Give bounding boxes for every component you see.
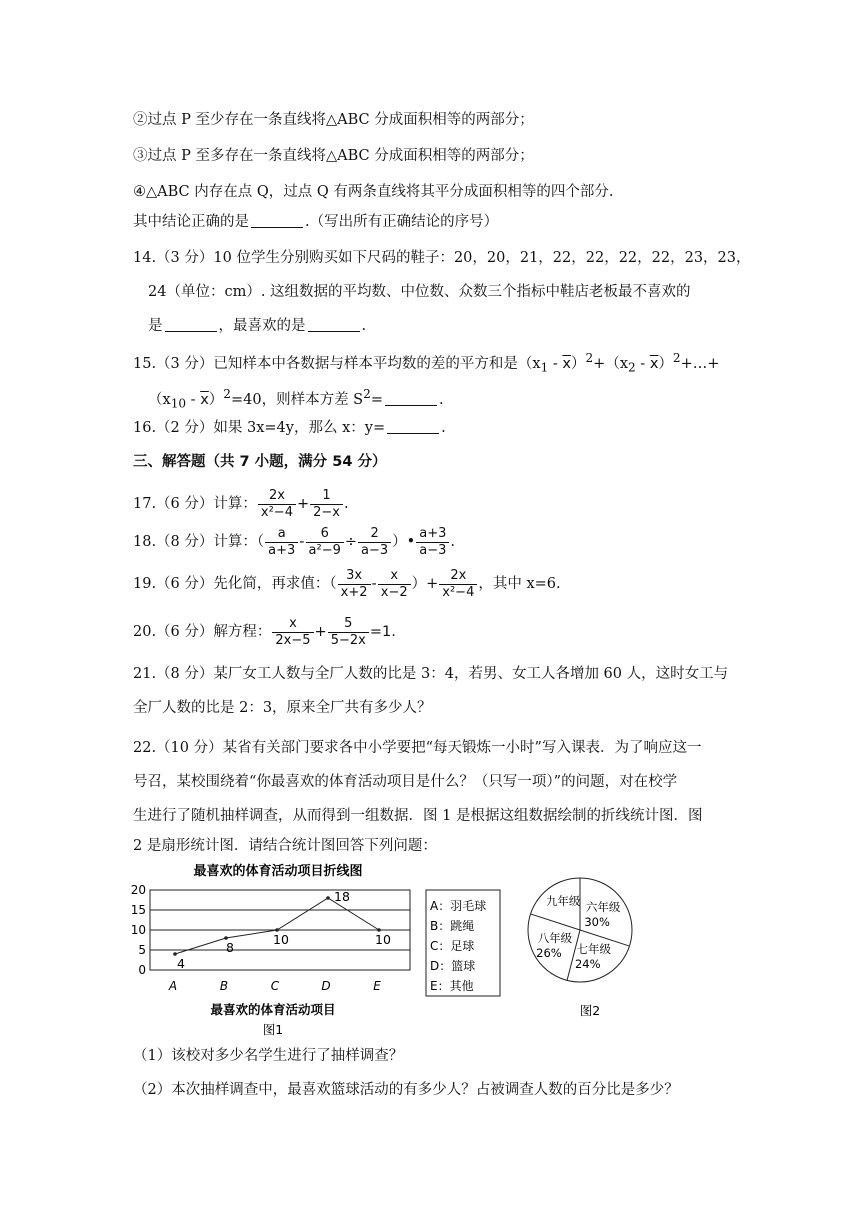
q15-text: +…+ (680, 355, 720, 372)
answer-blank (251, 213, 303, 228)
fraction: $\frac{a}{a+3}$ (265, 526, 298, 559)
pie-chart-figure (520, 872, 640, 1022)
fraction: $\frac{a+3}{a-3}$ (416, 526, 449, 559)
x-tick-label: B (219, 979, 229, 993)
q15-text: （x (148, 391, 171, 408)
q20-line (133, 612, 396, 652)
fraction: $\frac{3x}{x+2}$ (338, 568, 371, 601)
mean-symbol: $\overline{x}$ (562, 355, 571, 372)
fraction: $\frac{x}{2x-5}$ (272, 616, 313, 649)
fraction: $\frac{6}{\text{a²−9}}$ (306, 526, 344, 559)
period: . (450, 534, 455, 550)
subscript: 2 (628, 360, 636, 375)
q18-line (133, 522, 455, 562)
statement-4: ④△ABC 内存在点 Q，过点 Q 有两条直线将其平分成面积相等的四个部分. (133, 184, 614, 200)
sub-question-1: （1）该校对多少名学生进行了抽样调查？ (133, 1048, 404, 1064)
fraction: $\frac{x}{x-2}$ (378, 568, 411, 601)
slice-percent: 24% (574, 957, 601, 972)
q17-line (133, 484, 349, 524)
q19-text: 19.（6 分）先化简，再求值：（ (133, 576, 337, 592)
q16-line (133, 418, 446, 438)
x-axis-label: 最喜欢的体育活动项目 (210, 1002, 336, 1017)
q13-hint: .（写出所有正确结论的序号） (305, 214, 499, 230)
q21-line-1: 21.（8 分）某厂女工人数与全厂人数的比是 3：4，若男、女工人各增加 60 人，这时女工与 (133, 666, 729, 682)
data-label: 4 (177, 956, 185, 971)
fraction: $\frac{2x}{\text{x²−4}}$ (439, 568, 477, 601)
subscript: 10 (170, 396, 187, 411)
section-3-heading: 三、解答题（共 7 小题，满分 54 分） (133, 454, 387, 470)
q17-text: 17.（6 分）计算： (133, 496, 257, 512)
answer-blank (387, 419, 439, 434)
legend-entry: A：羽毛球 (430, 899, 487, 913)
data-label: 10 (273, 932, 289, 947)
fraction: $\frac{2}{a-3}$ (358, 526, 391, 559)
slice-label: 八年级 (537, 930, 573, 945)
y-tick-label: 15 (130, 903, 146, 917)
q15-text: - (635, 355, 650, 372)
mean-symbol: $\overline{x}$ (200, 391, 209, 408)
q15-text: - (186, 391, 201, 408)
q14-line-2: 24（单位：cm）. 这组数据的平均数、中位数、众数三个指标中鞋店老板最不喜欢的 (148, 284, 691, 300)
answer-blank (308, 317, 360, 332)
figure-caption: 图2 (579, 1003, 601, 1018)
superscript: 2 (672, 351, 681, 365)
answer-blank (385, 391, 437, 406)
equals: =1. (369, 624, 396, 640)
slice-label: 七年级 (576, 942, 612, 957)
q22-line-3: 生进行了随机抽样调查，从而得到一组数据．图 1 是根据这组数据绘制的折线统计图．图 (133, 808, 703, 824)
q15-text: 15.（3 分）已知样本中各数据与样本平均数的差的平方和是（x (133, 355, 541, 372)
q15-line-2 (148, 384, 444, 414)
q14-line-3 (148, 316, 366, 336)
operator: ）+ (411, 576, 439, 592)
q19-tail: ，其中 x=6. (478, 576, 561, 592)
data-point (326, 896, 330, 900)
y-tick-label: 10 (130, 923, 146, 937)
superscript: 2 (223, 387, 231, 401)
operator: ）• (392, 534, 416, 550)
operator: + (296, 496, 310, 512)
q15-text: - (548, 355, 563, 372)
data-label: 10 (375, 932, 391, 947)
period: . (344, 496, 349, 512)
operator: - (371, 576, 377, 592)
y-tick-label: 0 (138, 963, 146, 977)
line-chart-figure (128, 858, 518, 1038)
q16-text: . (441, 420, 446, 436)
fraction: $\frac{5}{5-2x}$ (328, 616, 369, 649)
q15-text: . (438, 391, 444, 408)
operator: - (299, 534, 305, 550)
data-label: 8 (226, 940, 234, 955)
slice-label: 六年级 (585, 900, 621, 915)
answer-blank (165, 317, 217, 332)
q15-text: =40，则样本方差 S (230, 391, 364, 408)
q15-text: ） (570, 355, 586, 372)
q13-answer-line (133, 212, 498, 232)
x-tick-label: E (373, 979, 381, 993)
slice-label: 九年级 (545, 893, 581, 908)
q15-text: = (370, 391, 383, 408)
superscript: 2 (363, 387, 371, 401)
data-label: 18 (334, 889, 350, 904)
legend-entry: B：跳绳 (430, 919, 475, 933)
q16-text: 16.（2 分）如果 3x=4y，那么 x：y= (133, 420, 386, 436)
q22-line-1: 22.（10 分）某省有关部门要求各中小学要把“每天锻炼一小时”写入课表．为了响应这一 (133, 740, 702, 756)
sub-question-2: （2）本次抽样调查中，最喜欢篮球活动的有多少人？占被调查人数的百分比是多少？ (133, 1082, 679, 1098)
q15-text: +（x (593, 355, 628, 372)
legend-entry: E：其他 (430, 979, 474, 993)
q20-text: 20.（6 分）解方程： (133, 624, 272, 640)
mean-symbol: $\overline{x}$ (649, 355, 659, 372)
q21-line-2: 全厂人数的比是 2：3，原来全厂共有多少人？ (133, 700, 432, 716)
q14-text-c: . (361, 318, 367, 334)
q15-text: ） (208, 391, 224, 408)
q19-line (133, 564, 561, 604)
statement-3: ③过点 P 至多存在一条直线将△ABC 分成面积相等的两部分； (133, 148, 534, 164)
q14-text-a: 是 (148, 318, 163, 334)
slice-percent: 26% (536, 945, 562, 960)
q14-text-b: ，最喜欢的是 (218, 318, 306, 334)
subscript: 1 (540, 360, 549, 375)
fraction: $\frac{2x}{\text{x²−4}}$ (258, 488, 296, 521)
slice-percent: 30% (584, 915, 610, 930)
q14-line-1: 14.（3 分）10 位学生分别购买如下尺码的鞋子：20，20，21，22，22，22，22，23，23， (133, 250, 751, 266)
operator: + (314, 624, 327, 640)
operator: ÷ (344, 534, 358, 550)
y-tick-label: 20 (130, 883, 146, 897)
chart-title: 最喜欢的体育活动项目折线图 (193, 864, 363, 879)
q15-line-1 (133, 348, 719, 378)
legend-entry: D：篮球 (430, 959, 476, 973)
q22-line-4: 2 是扇形统计图．请结合统计图回答下列问题： (133, 838, 437, 854)
figure-caption: 图1 (262, 1022, 284, 1037)
q18-text: 18.（8 分）计算：（ (133, 534, 265, 550)
statement-2: ②过点 P 至少存在一条直线将△ABC 分成面积相等的两部分； (133, 112, 534, 128)
fraction: $\frac{1}{2-x}$ (310, 488, 343, 521)
x-tick-label: D (321, 979, 331, 993)
q15-text: ） (658, 355, 673, 372)
superscript: 2 (585, 351, 594, 365)
q22-line-2: 号召，某校围绕着“你最喜欢的体育活动项目是什么？（只写一项）”的问题，对在校学 (133, 774, 678, 790)
legend-entry: C：足球 (430, 939, 475, 953)
y-tick-label: 5 (138, 943, 146, 957)
x-tick-label: C (270, 979, 280, 993)
q13-prompt: 其中结论正确的是 (133, 214, 249, 230)
x-tick-label: A (168, 979, 178, 993)
